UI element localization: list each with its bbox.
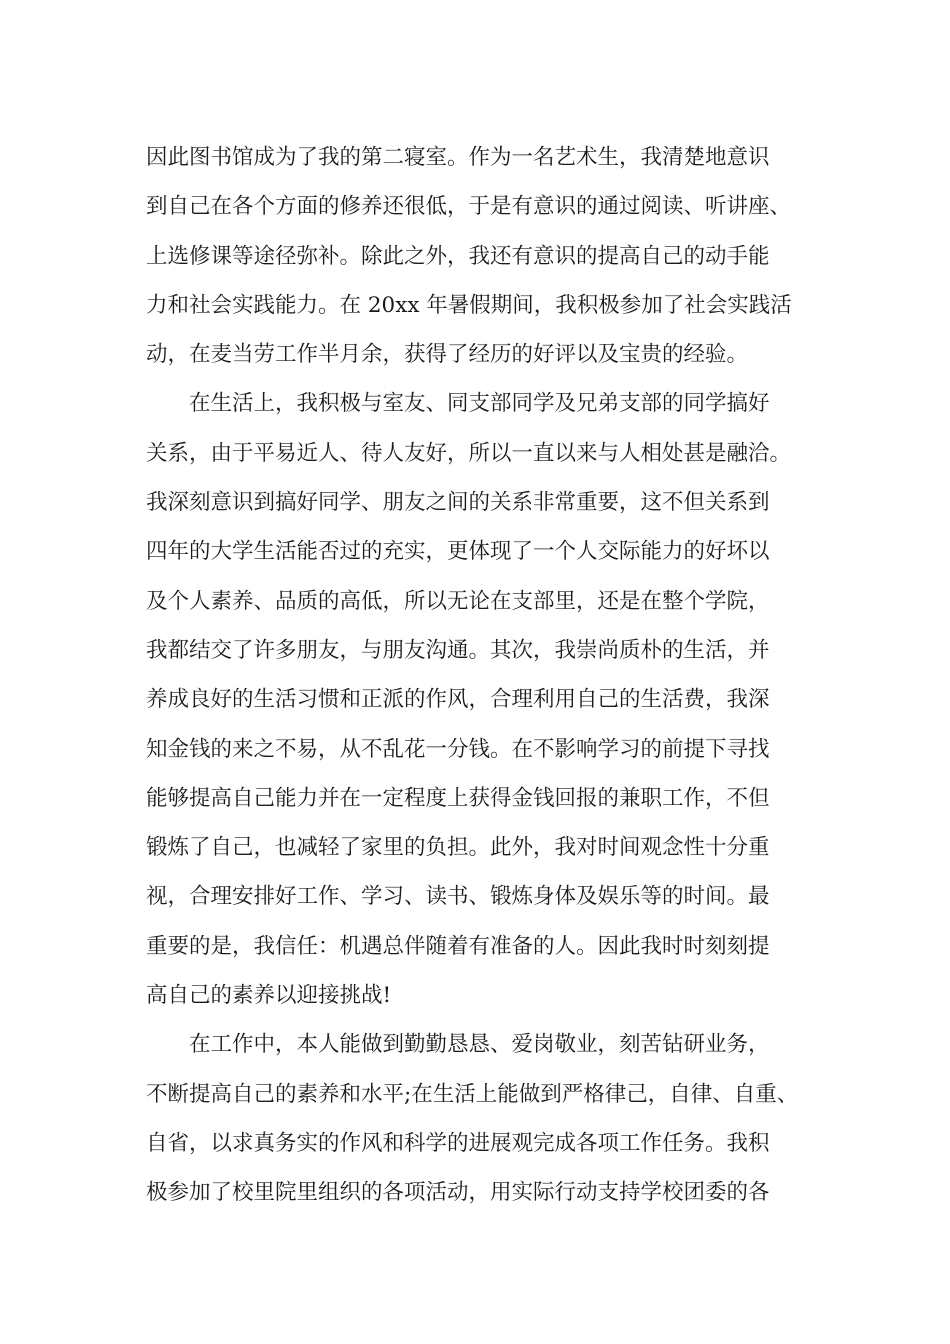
text-line: 极参加了校里院里组织的各项活动，用实际行动支持学校团委的各: [146, 1180, 770, 1206]
paragraph-first-line: 在生活上，我积极与室友、同支部同学及兄弟支部的同学搞好: [189, 391, 770, 417]
text-line: 到自己在各个方面的修养还很低，于是有意识的通过阅读、听讲座、: [146, 194, 792, 220]
text-line: 锻炼了自己，也减轻了家里的负担。此外，我对时间观念性十分重: [146, 835, 770, 861]
text-line: 视，合理安排好工作、学习、读书、锻炼身体及娱乐等的时间。最: [146, 884, 770, 910]
text-line: 能够提高自己能力并在一定程度上获得金钱回报的兼职工作，不但: [146, 785, 770, 811]
document-body: [146, 133, 836, 1218]
text-line: 关系，由于平易近人、待人友好，所以一直以来与人相处甚是融洽。: [146, 440, 792, 466]
text-line: 力和社会实践能力。在 20xx 年暑假期间，我积极参加了社会实践活: [146, 292, 792, 318]
text-line: 高自己的素养以迎接挑战!: [146, 983, 392, 1009]
paragraph-first-line: 在工作中，本人能做到勤勤恳恳、爱岗敬业，刻苦钻研业务，: [189, 1032, 770, 1058]
text-line: 我深刻意识到搞好同学、朋友之间的关系非常重要，这不但关系到: [146, 490, 770, 516]
text-line: 上选修课等途径弥补。除此之外，我还有意识的提高自己的动手能: [146, 243, 770, 269]
text-line: 四年的大学生活能否过的充实，更体现了一个人交际能力的好坏以: [146, 539, 770, 565]
text-line: 不断提高自己的素养和水平;在生活上能做到严格律己，自律、自重、: [146, 1081, 799, 1107]
text-line: 养成良好的生活习惯和正派的作风，合理利用自己的生活费，我深: [146, 687, 770, 713]
text-line: 自省，以求真务实的作风和科学的进展观完成各项工作任务。我积: [146, 1130, 770, 1156]
text-line: 我都结交了许多朋友，与朋友沟通。其次，我崇尚质朴的生活，并: [146, 637, 770, 663]
text-line: 知金钱的来之不易，从不乱花一分钱。在不影响学习的前提下寻找: [146, 736, 770, 762]
text-line: 因此图书馆成为了我的第二寝室。作为一名艺术生，我清楚地意识: [146, 145, 770, 170]
text-line: 重要的是，我信任：机遇总伴随着有准备的人。因此我时时刻刻提: [146, 933, 770, 959]
text-line: 及个人素养、品质的高低，所以无论在支部里，还是在整个学院，: [146, 588, 770, 614]
text-line: 动，在麦当劳工作半月余，获得了经历的好评以及宝贵的经验。: [146, 342, 749, 368]
